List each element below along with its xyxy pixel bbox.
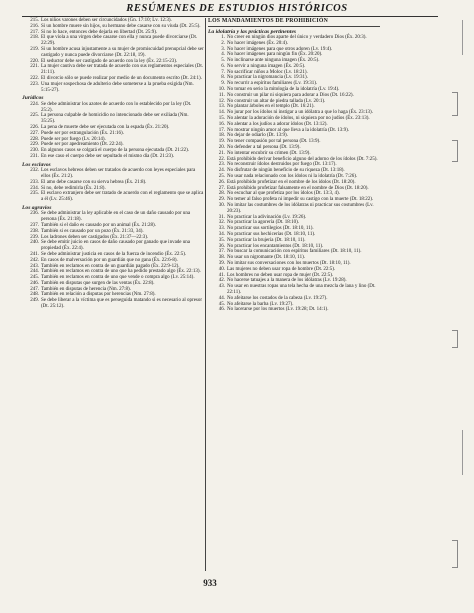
item-number: 35. [218,237,225,243]
item-text: No alentar la adoración de ídolos, ni siquiera por no judíos (Éx. 23:13). [227,116,370,122]
item-text: No lacerarse por los muertos (Lv. 19:28; Dt. 14:1). [227,307,329,313]
section-heading: Los esclavos [22,161,51,168]
item-text: También si es causado por un pozo (Éx. 21:33, 34). [41,228,144,234]
item-text: Está prohibido profetizar en el nombre de los ídolos (Dt. 18:20). [227,179,356,185]
item-text: No practicar la brujería (Dt. 18:10, 11). [227,237,306,243]
item-number: 40. [218,266,225,272]
item-text: No afeitarse la barba (Lv. 19:27). [227,301,294,307]
item-text: No construir un altar de piedra tallada (Lv. 20:1). [227,98,326,104]
item-number: 236. [30,211,39,217]
list-item [22,64,204,76]
item-text: En ese caso el cuerpo debe ser sepultado el mismo día (Dt. 21:23). [41,153,175,159]
item-number: 39. [218,260,225,266]
item-number: 227. [30,130,39,136]
list-item [22,191,204,203]
item-number: 223. [30,81,39,87]
item-number: 24. [218,168,225,174]
list-item [22,298,204,310]
item-number: 30. [218,203,225,209]
item-number: 26. [218,179,225,185]
item-number: 29. [218,197,225,203]
item-number: 21. [218,150,225,156]
item-text: No practicar la nigromancia (Lv. 19:31). [227,75,308,81]
item-text: También en disputas de herencia (Nm. 27:8). [41,286,131,292]
item-text: No reconstruir ídolos destruidos por fuego (Dt. 13:17). [227,162,337,168]
item-number: 28. [218,191,225,197]
item-number: 45. [218,301,225,307]
item-text: No imitar sus conversaciones con los muertos (Dt. 18:10, 11). [227,260,351,266]
item-text: No hacerse tatuajes a la manera de los idólatras (Lv. 19:28). [227,278,347,284]
item-number: 226. [30,124,39,130]
item-number: 14. [218,110,225,116]
item-text: No escuchar al que profetiza por los ídolos (Dt. 13:3, 4). [227,191,340,197]
item-text: También en relación a disputas por herencias (Nm. 27:8). [41,292,156,298]
item-text: No alentar a los judíos a adorar ídolos (Dt. 13:12). [227,121,328,127]
item-text: Puede ser por apedreamiento (Dt. 22:24). [41,142,124,148]
item-text: No buscar la comunicación con espíritus familiares (Dt. 18:10, 11). [227,249,362,255]
item-number: 18. [218,133,225,139]
item-text: No sacrificar niños a Moloc (Lv. 18:21). [227,69,308,75]
item-text: No recurrir a espíritus familiares (Lv. 19:31). [227,81,318,87]
item-text: No hacer imágenes para ningún fin (Éx. 20:20). [227,52,323,58]
item-number: 217. [30,29,39,35]
item-text: No servir a ninguna imagen (Éx. 20:5). [227,63,306,69]
item-number: 219. [30,46,39,52]
item-number: 235. [30,191,39,197]
item-number: 17. [218,127,225,133]
margin-bracket [452,92,458,116]
item-text: Los hombres no deben usar ropa de mujer (Dt. 22:5). [227,272,334,278]
list-item [208,307,380,313]
margin-bracket [452,330,458,348]
item-text: No intentar encubrir su crimen (Dt. 13:9). [227,150,311,156]
item-text: También en reclamos en contra de uno que ha pedido prestado algo (Éx. 22:13). [41,269,201,275]
scan-edge-line [462,430,463,475]
item-number: 42. [218,278,225,284]
list-item [208,284,380,296]
item-text: Está prohibido profetizar falsamente en el nombre de Dios (Dt. 18:20). [227,185,369,191]
section-heading: Los agravios [22,204,52,211]
item-number: 233. [30,179,39,185]
item-text: También en reclamos en contra de un guardián pagado (Éx. 22:9-12). [41,263,180,269]
item-text: La pena de muerte debe ser ejecutada con la espada (Éx. 21:20). [41,124,170,130]
item-number: 33. [218,226,225,232]
item-number: 1. [221,34,225,40]
item-text: Si no lo hace, entonces debe dejarla en libertad (Dt. 25:9). [41,29,158,35]
item-number: 220. [30,58,39,64]
item-number: 222. [30,75,39,81]
item-number: 244. [30,269,39,275]
item-number: 11. [218,92,225,98]
list-item [208,203,380,215]
item-number: 248. [30,292,39,298]
item-text: No afeitarse los costados de la cabeza (Lv. 19:27). [227,295,328,301]
item-text: No usar nada relacionado con los ídolos ni la idolatría (Dt. 7:26). [227,174,358,180]
item-number: 238. [30,228,39,234]
item-number: 3. [221,46,225,52]
list-item [22,211,204,223]
list-item [22,82,204,94]
item-number: 44. [218,295,225,301]
list-item [22,102,204,114]
item-number: 31. [218,214,225,220]
item-text: No practicar la agorería (Dt. 18:10). [227,220,300,226]
item-text: Si un hombre muere sin hijos, su hermano debe casarse con su viuda (Dt. 25:5). [41,23,201,29]
item-text: En casos de malversación por un guardián que no gana (Éx. 22:6-8). [41,257,178,263]
item-text: No construir un pilar ni siquiera para adorar a Dios (Dt. 16:22). [227,92,354,98]
item-number: 241. [30,251,39,257]
list-item [22,113,204,125]
item-number: 43. [218,284,225,290]
item-text: Los esclavos hebreos deben ser tratados de acuerdo con leyes especiales para ellos (Éx. 21:2). [41,168,196,179]
item-number: 2. [221,40,225,46]
left-column [22,18,204,310]
item-text: No usar en nuestras ropas una tela hecha de una mezcla de lana y lino (Dt. 22:11). [227,284,376,295]
item-number: 5. [221,58,225,64]
item-text: La mujer cautiva debe ser tratada de acuerdo con sus reglamentos especiales (Dt. 21:11). [41,64,204,76]
list-item [22,47,204,59]
list-item [22,168,204,180]
item-number: 218. [30,35,39,41]
item-text: Si no, debe redimirla (Éx. 21:8). [41,185,106,191]
list-item [22,240,204,252]
item-number: 16. [218,121,225,127]
page-number: 933 [203,578,217,588]
item-text: Puede ser por estrangulación (Éx. 21:16). [41,130,124,136]
item-number: 239. [30,234,39,240]
item-number: 34. [218,232,225,237]
item-number: 7. [221,69,225,75]
item-number: 247. [30,286,39,292]
item-number: 242. [30,257,39,263]
item-text: No imitar las costumbres de los idólatras ni practicar sus costumbres (Lv. 20:23). [227,203,374,214]
item-text: Los ladrones deben ser castigados (Éx. 21:37—22:3). [41,234,149,240]
item-number: 20. [218,145,225,151]
item-text: No disfrutar de ningún beneficio de su riqueza (Dt. 13:18). [227,168,345,174]
item-number: 228. [30,136,39,142]
item-number: 240. [30,240,39,246]
list-item [22,35,204,47]
item-text: No practicar la adivinación (Lv. 19:26). [227,214,307,220]
item-number: 27. [218,185,225,191]
item-number: 38. [218,255,225,261]
item-number: 6. [221,63,225,69]
item-number: 230. [30,148,39,154]
item-number: 234. [30,185,39,191]
item-number: 221. [30,64,39,70]
item-number: 32. [218,220,225,226]
item-text: Los niños varones deben ser circuncidados (Gn. 17:10; Lv. 12:3). [41,18,172,23]
item-number: 12. [218,98,225,104]
margin-bracket [452,140,458,162]
item-number: 23. [218,162,225,168]
item-text: No plantar árboles en el templo (Dt. 16:21). [227,104,315,110]
item-number: 245. [30,275,39,281]
margin-bracket [452,540,458,568]
item-number: 15. [218,116,225,122]
item-text: No dejar de odiarlo (Dt. 13:9). [227,133,288,139]
item-text: También en reclamos en contra de uno que vende o compra algo (Lv. 25:14). [41,275,195,281]
item-text: Una mujer sospechosa de adulterio debe someterse a la prueba exigida (Nm. 5:15-27). [41,81,194,93]
item-number: 225. [30,113,39,119]
right-column [208,18,380,313]
section-heading: La idolatría y las prácticas pertinentes [208,28,297,35]
item-text: En algunos casos se colgará el cuerpo de la persona ejecutada (Dt. 21:22). [41,148,189,154]
column-divider [205,18,206,571]
item-number: 8. [221,75,225,81]
item-text: No mostrar ningún amor al que lleva a la idolatría (Dt. 13:9). [227,127,350,133]
item-text: No creer en ningún dios aparte del único y verdadero Dios (Éx. 20:3). [227,34,367,40]
item-number: 25. [218,174,225,180]
right-column-heading: LOS MANDAMIENTOS DE PROHIBICIÓN [208,18,380,27]
item-text: La persona culpable de homicidio no intencionado debe ser exiliada (Nm. 35:25). [41,113,189,125]
item-text: Se debe administrar la ley aplicable en el caso de un daño causado por una persona (Éx. 21:18). [41,211,191,223]
item-text: No tener compasión por tal persona (Dt. 13:9). [227,139,321,145]
item-number: 22. [218,156,225,162]
item-number: 41. [218,272,225,278]
item-number: 37. [218,249,225,255]
item-text: Las mujeres no deben usar ropa de hombre (Dt. 22:5). [227,266,336,272]
item-number: 19. [218,139,225,145]
item-number: 36. [218,243,225,249]
item-text: No tomar en serio la mitología de la idolatría (Lv. 19:4). [227,87,340,93]
item-text: No hacer imágenes para que otros adoren (Lv. 19:4). [227,46,333,52]
section-heading: Jurídicos [22,95,44,102]
item-number: 237. [30,222,39,228]
item-text: Se debe emitir juicio en casos de daño causado por ganado que invade una propiedad (Éx. 22:4). [41,240,190,252]
item-number: 232. [30,168,39,174]
item-number: 10. [218,87,225,93]
item-number: 243. [30,263,39,269]
item-text: El amo debe casarse con su sierva hebrea (Éx. 21:8). [41,179,147,185]
title-rule [22,16,438,17]
item-text: No defender a tal persona (Dt. 13:9). [227,145,301,151]
scan-edge-line [462,20,463,55]
item-number: 215. [30,18,39,23]
item-text: El divorcio sólo se puede realizar por medio de un documento escrito (Dt. 24:1). [41,75,202,81]
item-text: Está prohibido derivar beneficio alguno del adorno de los ídolos (Dt. 7:25). [227,156,378,162]
item-text: No usar un nigromante (Dt. 18:10, 11). [227,255,305,261]
page-title: RESÚMENES DE ESTUDIOS HISTÓRICOS [126,3,348,14]
item-text: También en disputas que surgen de las ventas (Éx. 22:8). [41,280,155,286]
item-text: No practicar sus hechicerías (Dt. 18:10, 11). [227,232,316,237]
item-text: No temer al falso profeta ni impedir su castigo con la muerte (Dt. 18:22). [227,197,374,203]
item-text: El que viola a una virgen debe casarse con ella y nunca puede divorciarse (Dt. 22:29). [41,35,198,47]
item-number: 9. [221,81,225,87]
item-text: El seductor debe ser castigado de acuerdo con la ley (Éx. 22:15-23). [41,58,178,64]
item-number: 46. [218,307,225,313]
item-number: 13. [218,104,225,110]
item-text: No inclinarse ante ninguna imagen (Éx. 20:5). [227,58,320,64]
item-text: Se debe liberar a la víctima que es perseguida matando si es necesario al opresor (Dt. 25:12). [41,298,203,310]
item-text: También si el daño es causado por un animal (Éx. 21:28). [41,222,156,228]
list-item [22,154,204,160]
item-text: El esclavo extranjero debe ser tratado de acuerdo con el reglamento que se aplica a él (Lv. 25:46). [41,191,204,203]
item-text: Se debe administrar los azotes de acuerdo con lo establecido por la ley (Dt. 25:2). [41,101,192,113]
item-number: 249. [30,298,39,304]
item-text: No practicar los encantamientos (Dt. 18:10, 11). [227,243,324,249]
item-number: 4. [221,52,225,58]
item-number: 216. [30,23,39,29]
item-text: Se debe administrar justicia en casos de la fuerza de incendio (Éx. 22:5). [41,251,187,257]
item-text: Si un hombre acusa injustamente a su mujer de promiscuidad prenupcial debe ser castigado y nunca puede divorciarse (Dt. 22:18, 19). [41,46,204,58]
item-number: 231. [30,153,39,159]
item-number: 229. [30,142,39,148]
item-text: No hacer imágenes (Éx. 20:4). [227,40,289,46]
item-text: No practicar sus sortilegios (Dt. 18:10, 11). [227,226,314,232]
item-number: 246. [30,280,39,286]
item-text: No jurar por los ídolos ni instigar a un idólatra a que lo haga (Éx. 23:13). [227,110,373,116]
item-number: 224. [30,101,39,107]
item-text: Puede ser por fuego (Lv. 20:14). [41,136,106,142]
